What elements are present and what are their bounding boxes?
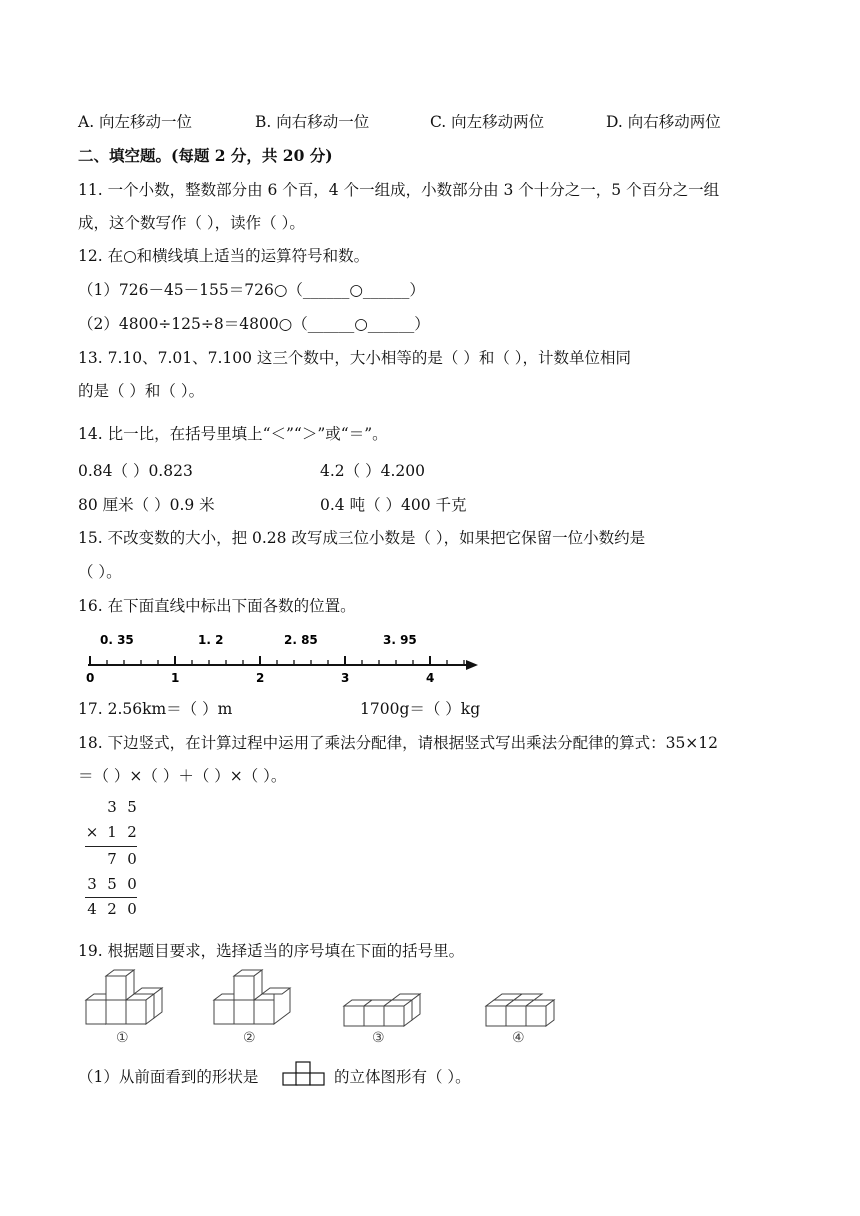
choice-a: A. 向左移动一位 [78,113,193,131]
choice-c: C. 向左移动两位 [430,113,545,131]
cube-figures [80,968,580,1048]
nl-tick-4: 4 [426,671,435,684]
nl-tick-1: 1 [171,671,180,684]
figure-label-3: ③ [372,1030,385,1046]
q18-line2: ＝（ ）×（ ）＋（ ）×（ ）。 [78,767,287,785]
number-line [80,628,480,684]
nl-label-2-85: 2. 85 [284,633,318,647]
q18-line1: 18. 下边竖式，在计算过程中运用了乘法分配律，请根据竖式写出乘法分配律的算式：35×12 [78,734,719,752]
v-r5-d2: 2 [107,900,117,918]
v-r5-d1: 4 [87,900,97,918]
front-view-shape [282,1060,328,1086]
nl-tick-3: 3 [341,671,350,684]
q13-line2: 的是（ ）和（ ）。 [78,382,205,400]
vertical-rule-2 [85,897,137,898]
v-r3-d1: 7 [107,850,117,868]
q19-sub1-text-b: 的立体图形有（ ）。 [334,1068,471,1086]
cube-figure-1 [86,970,162,1024]
q11-line1: 11. 一个小数，整数部分由 6 个百，4 个一组成，小数部分由 3 个十分之一，5 个百分之一组 [78,181,720,199]
q14-d: 0.4 吨（ ）400 千克 [320,496,467,514]
q14-c: 80 厘米（ ）0.9 米 [78,496,215,514]
nl-label-3-95: 3. 95 [383,633,417,647]
v-r4-d3: 0 [127,875,137,893]
section-heading: 二、填空题。(每题 2 分，共 20 分) [78,146,333,165]
nl-tick-2: 2 [256,671,265,684]
v-r3-d2: 0 [127,850,137,868]
choice-b: B. 向右移动一位 [255,113,370,131]
figure-label-1: ① [116,1030,129,1046]
v-r1-d2: 5 [127,798,137,816]
vertical-rule-1 [85,846,137,847]
q15-line1: 15. 不改变数的大小，把 0.28 改写成三位小数是（ ），如果把它保留一位小数约是 [78,529,646,547]
q12-part2: （2）4800÷125÷8＝4800○（______○______） [78,315,430,333]
q14-b: 4.2（ ）4.200 [320,462,425,480]
nl-label-1-2: 1. 2 [198,633,224,647]
q19-sub1-text-a: （1）从前面看到的形状是 [78,1068,259,1086]
v-r1-d1: 3 [107,798,117,816]
figure-label-4: ④ [512,1030,525,1046]
v-r4-d1: 3 [87,875,97,893]
choice-d: D. 向右移动两位 [606,113,721,131]
q13-line1: 13. 7.10、7.01、7.100 这三个数中，大小相等的是（ ）和（ ），计数单位相同 [78,349,632,367]
q16-stem: 16. 在下面直线中标出下面各数的位置。 [78,597,356,615]
q14-a: 0.84（ ）0.823 [78,462,193,480]
q11-line2: 成，这个数写作（ ），读作（ ）。 [78,214,305,232]
q14-stem: 14. 比一比，在括号里填上“＜”“＞”或“＝”。 [78,425,388,443]
cube-figure-3 [344,994,420,1026]
q17-b: 1700g＝（ ）kg [360,700,481,718]
q12-part1: （1）726－45－155＝726○（______○______） [78,281,425,299]
nl-label-0-35: 0. 35 [100,633,134,647]
v-r5-d3: 0 [127,900,137,918]
v-r4-d2: 5 [107,875,117,893]
q17-a: 17. 2.56km＝（ ）m [78,700,233,718]
v-r2-d1: 1 [107,823,117,841]
v-r2-d2: 2 [127,823,137,841]
v-times-sign: × [85,823,99,841]
q19-stem: 19. 根据题目要求，选择适当的序号填在下面的括号里。 [78,942,465,960]
cube-figure-4 [486,994,554,1026]
nl-tick-0: 0 [86,671,95,684]
q15-line2: （ ）。 [78,563,122,581]
figure-label-2: ② [243,1030,256,1046]
cube-figure-2 [214,970,290,1024]
q12-stem: 12. 在○和横线填上适当的运算符号和数。 [78,247,370,265]
